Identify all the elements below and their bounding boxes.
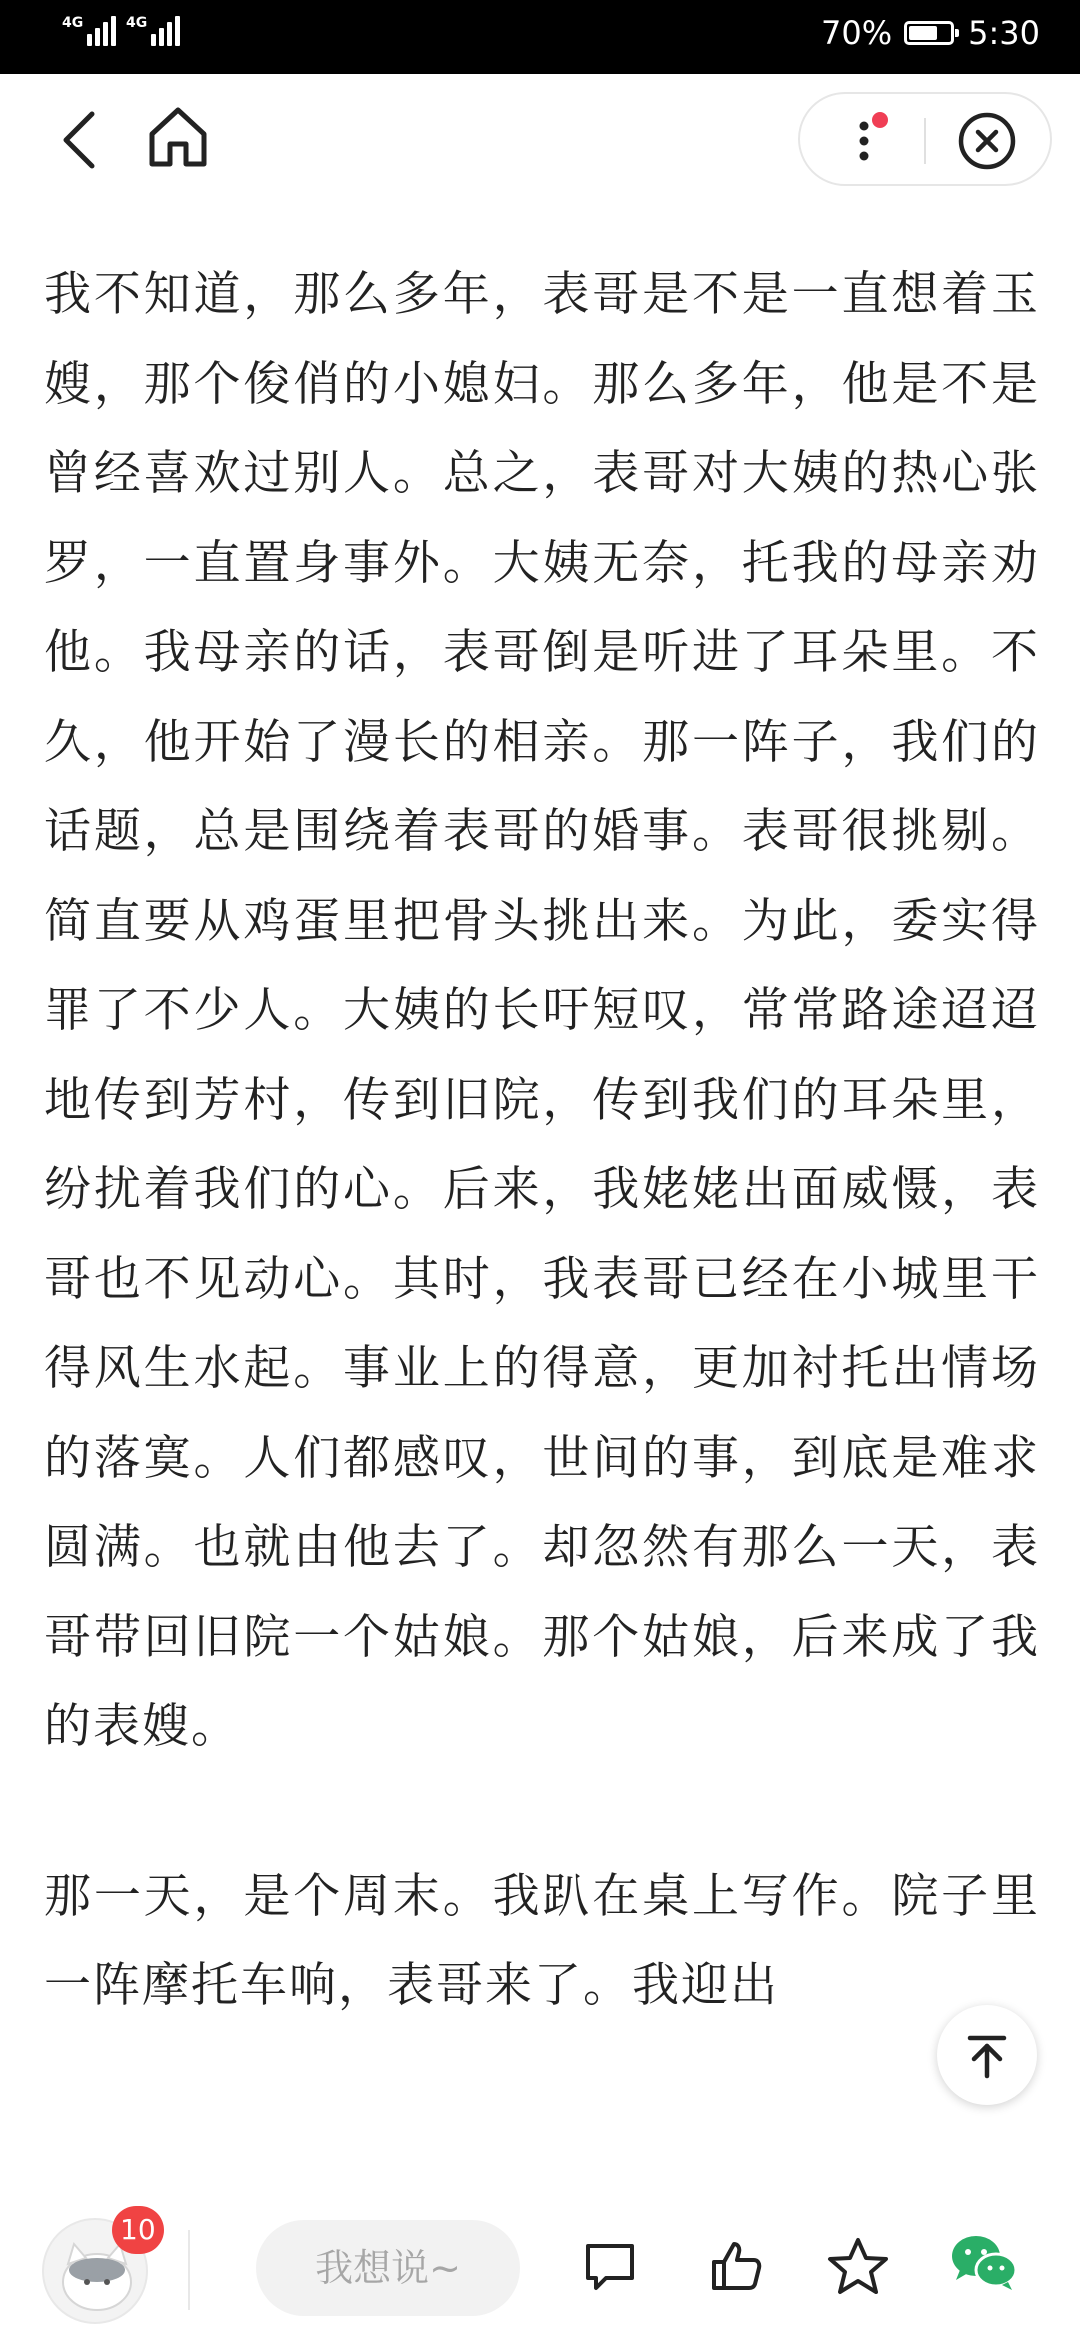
comment-icon[interactable]	[580, 2236, 640, 2300]
chevron-left-icon[interactable]	[52, 108, 112, 176]
network-type-label-2: 4G	[126, 15, 148, 31]
comment-input[interactable]: 我想说~	[256, 2220, 520, 2316]
article-paragraph: 那一天，是个周末。我趴在桌上写作。院子里一阵摩托车响，表哥来了。我迎出	[44, 1868, 1040, 2013]
bottom-action-bar	[0, 2190, 1080, 2340]
wechat-share-icon[interactable]	[948, 2230, 1020, 2300]
battery-percent: 70%	[821, 14, 893, 52]
article-body	[44, 250, 1040, 2111]
capsule-divider	[924, 118, 926, 164]
mini-program-capsule	[798, 92, 1052, 186]
status-bar	[0, 0, 1080, 74]
close-circle-icon[interactable]	[956, 110, 1018, 176]
top-nav-bar	[0, 74, 1080, 204]
notification-dot	[872, 112, 888, 128]
clock: 5:30	[968, 14, 1040, 52]
signal-strength-1-icon	[62, 16, 119, 46]
message-count-badge: 10	[112, 2206, 164, 2254]
battery-icon	[904, 21, 954, 45]
divider	[188, 2230, 190, 2310]
article-paragraph: 我不知道，那么多年，表哥是不是一直想着玉嫂，那个俊俏的小媳妇。那么多年，他是不是曾经喜欢过别人。总之，表哥对大姨的热心张罗，一直置身事外。大姨无奈，托我的母亲劝他。我母亲的话，表哥倒是听进了耳朵里。不久，他开始了漫长的相亲。那一阵子，我们的话题，总是围绕着表哥的婚事。表哥很挑剔。简直要从鸡蛋里把骨头挑出来。为此，委实得罪了不少人。大姨的长吁短叹，常常路途迢迢地传到芳村，传到旧院，传到我们的耳朵里，纷扰着我们的心。后来，我姥姥出面威慑，表哥也不见动心。其时，我表哥已经在小城里干得风生水起。事业上的得意，更加衬托出情场的落寞。人们都感叹，世间的事，到底是难求圆满。也就由他去了。却忽然有那么一天，表哥带回旧院一个姑娘。那个姑娘，后来成了我的表嫂。	[44, 267, 1040, 1754]
more-vertical-icon[interactable]	[850, 112, 890, 168]
battery-fill	[909, 26, 937, 40]
signal-strength-2-icon	[126, 16, 183, 46]
network-type-label-1: 4G	[62, 15, 84, 31]
like-icon[interactable]	[706, 2236, 766, 2300]
scroll-to-top-button[interactable]	[937, 2005, 1037, 2105]
favorite-star-icon[interactable]	[826, 2236, 890, 2300]
scroll-to-top-icon	[962, 2030, 1012, 2080]
home-icon[interactable]	[146, 104, 210, 174]
